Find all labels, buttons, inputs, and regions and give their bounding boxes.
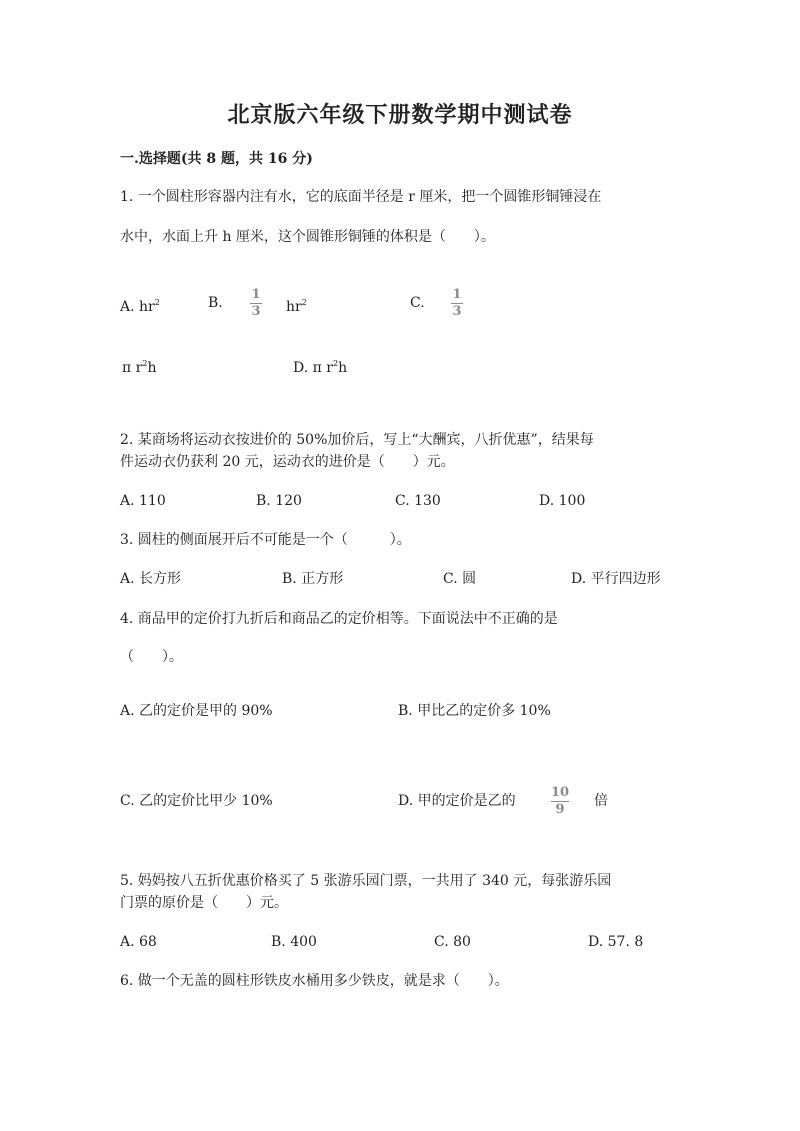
fraction-numerator: 10 bbox=[551, 785, 570, 800]
question-2-option-a: A. 110 bbox=[120, 493, 166, 509]
question-2-option-b: B. 120 bbox=[256, 493, 302, 509]
option-b-exponent: 2 bbox=[301, 298, 307, 307]
question-1-option-c-fraction bbox=[451, 288, 463, 319]
question-4-option-b: B. 甲比乙的定价多 10% bbox=[398, 703, 551, 719]
question-1-option-c-label: C. bbox=[410, 295, 425, 311]
option-a-label: A. hr bbox=[120, 299, 155, 315]
question-1-line-2: 水中，水面上升 h 厘米，这个圆锥形铜锤的体积是（ ）。 bbox=[120, 229, 495, 245]
question-4-option-c: C. 乙的定价比甲少 10% bbox=[120, 793, 273, 809]
question-2-line-2: 件运动衣仍获利 20 元，运动衣的进价是（ ）元。 bbox=[120, 454, 455, 470]
question-5-option-b: B. 400 bbox=[271, 934, 317, 950]
question-3-option-d: D. 平行四边形 bbox=[571, 571, 661, 587]
question-4-option-d-tail: 倍 bbox=[594, 793, 608, 809]
question-1-option-b-text bbox=[286, 293, 307, 317]
option-b-text: hr bbox=[286, 299, 302, 315]
fraction-denominator: 9 bbox=[555, 802, 565, 817]
fraction-numerator: 1 bbox=[251, 287, 261, 302]
question-1-option-b-label: B. bbox=[208, 295, 223, 311]
fraction-denominator: 3 bbox=[251, 304, 261, 319]
question-6-line-1: 6. 做一个无盖的圆柱形铁皮水桶用多少铁皮，就是求（ ）。 bbox=[120, 973, 509, 989]
question-3-line-1: 3. 圆柱的侧面展开后不可能是一个（ ）。 bbox=[120, 532, 411, 548]
question-1-option-b-fraction bbox=[250, 288, 262, 319]
question-3-option-c: C. 圆 bbox=[443, 571, 477, 587]
question-5-option-a: A. 68 bbox=[120, 934, 157, 950]
question-5-line-1: 5. 妈妈按八五折优惠价格买了 5 张游乐园门票，一共用了 340 元，每张游乐园 bbox=[120, 873, 612, 889]
question-1-line-1: 1. 一个圆柱形容器内注有水，它的底面半径是 r 厘米，把一个圆锥形铜锤浸在 bbox=[120, 189, 602, 205]
question-1-option-a bbox=[120, 293, 160, 317]
question-4-line-2: （ ）。 bbox=[120, 649, 183, 665]
question-4-line-1: 4. 商品甲的定价打九折后和商品乙的定价相等。下面说法中不正确的是 bbox=[120, 611, 558, 627]
question-4-option-a: A. 乙的定价是甲的 90% bbox=[120, 703, 273, 719]
option-d-tail: h bbox=[338, 360, 348, 376]
question-4-option-d-fraction bbox=[551, 786, 569, 817]
question-2-line-1: 2. 某商场将运动衣按进价的 50%加价后，写上“大酬宾，八折优惠”，结果每 bbox=[120, 432, 594, 448]
section-heading: 一.选择题(共 8 题，共 16 分) bbox=[120, 151, 313, 167]
option-c-text: π r bbox=[122, 360, 143, 376]
question-2-option-c: C. 130 bbox=[395, 493, 441, 509]
option-d-label: D. π r bbox=[293, 360, 333, 376]
option-a-exponent: 2 bbox=[154, 298, 160, 307]
option-c-exponent: 2 bbox=[142, 359, 148, 368]
question-5-option-d: D. 57. 8 bbox=[588, 934, 644, 950]
question-5-line-2: 门票的原价是（ ）元。 bbox=[120, 895, 288, 911]
fraction-denominator: 3 bbox=[452, 304, 462, 319]
question-5-option-c: C. 80 bbox=[434, 934, 471, 950]
question-2-option-d: D. 100 bbox=[539, 493, 586, 509]
question-1-option-d bbox=[293, 354, 347, 378]
question-3-option-a: A. 长方形 bbox=[120, 571, 182, 587]
option-d-exponent: 2 bbox=[332, 359, 339, 368]
option-c-tail: h bbox=[147, 360, 157, 376]
question-4-option-d-label: D. 甲的定价是乙的 bbox=[398, 793, 516, 809]
fraction-numerator: 1 bbox=[452, 287, 462, 302]
page-title: 北京版六年级下册数学期中测试卷 bbox=[227, 102, 573, 128]
question-1-option-c-continued bbox=[122, 354, 156, 378]
question-3-option-b: B. 正方形 bbox=[282, 571, 344, 587]
